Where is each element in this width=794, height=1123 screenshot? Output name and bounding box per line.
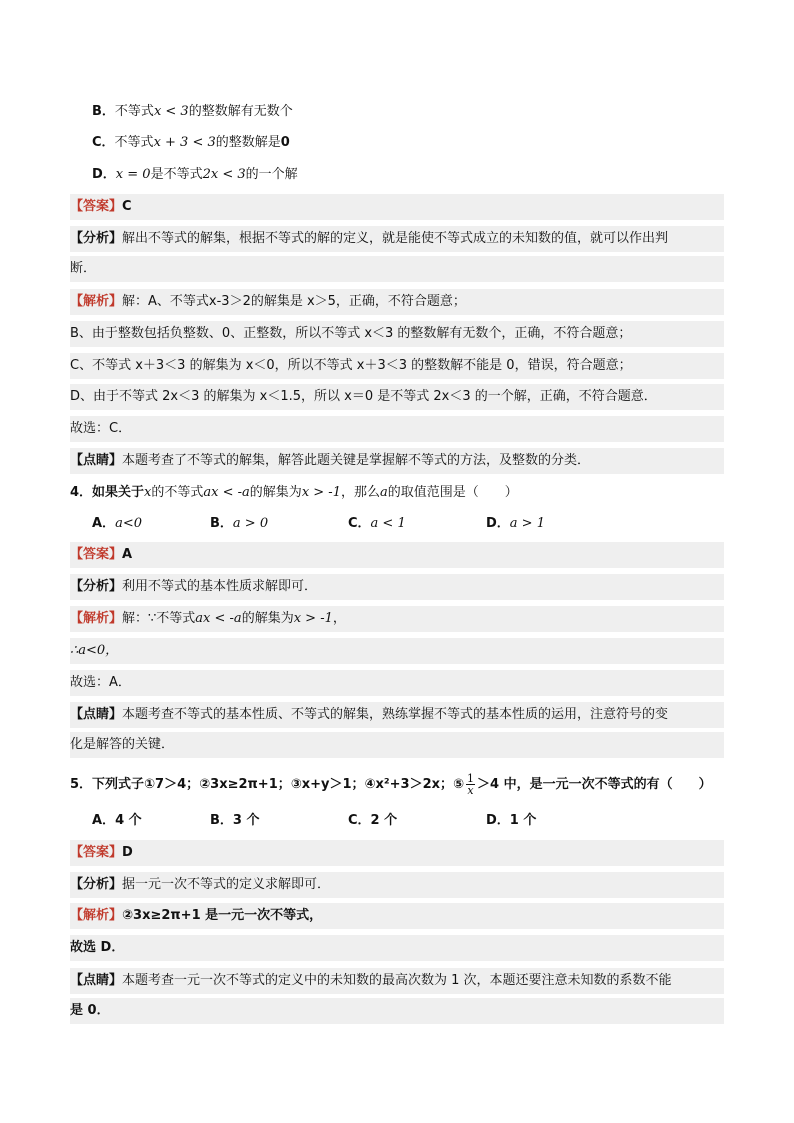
q5-option-c[interactable]: C．2 个 xyxy=(348,813,398,828)
q4-answer: 【答案】A xyxy=(70,542,724,568)
q4-option-c[interactable]: C．a < 1 xyxy=(348,516,406,531)
q3-solution-line2: B、由于整数包括负整数、0、正整数，所以不等式 x＜3 的整数解有无数个，正确，不符合题意； xyxy=(70,321,724,347)
q5-option-b[interactable]: B．3 个 xyxy=(210,813,260,828)
q5-comment-line2: 是 0． xyxy=(70,998,724,1024)
q4-options xyxy=(92,511,724,537)
q4-option-b[interactable]: B．a > 0 xyxy=(210,516,269,531)
fraction-1-over-x: $\frac{1}{x}$ xyxy=(467,772,475,797)
q5-options xyxy=(92,808,724,834)
q4-solution-line2: ∴a<0， xyxy=(70,638,724,664)
q4-option-a[interactable]: A．a<0 xyxy=(92,516,142,531)
q3-option-d: D．x = 0是不等式2x < 3的一个解 xyxy=(92,167,298,182)
q3-answer: 【答案】C xyxy=(70,194,724,220)
q4-stem: 4．如果关于x的不等式ax < -a的解集为x > -1，那么a的取值范围是（ ） xyxy=(70,485,518,500)
q4-comment-line2: 化是解答的关键． xyxy=(70,732,724,758)
q5-analysis: 【分析】据一元一次不等式的定义求解即可． xyxy=(70,872,724,898)
q5-stem: 5．下列式子①7＞4；②3x≥2π+1；③x+y＞1；④x²+3＞2x；⑤ $\frac{1}{x}$ ＞4 中，是一元一次不等式的有（ ） xyxy=(70,772,712,797)
q3-analysis-line1: 【分析】解出不等式的解集，根据不等式的解的定义，就是能使不等式成立的未知数的值，就可以作出判 xyxy=(70,226,724,252)
q5-solution-line1: 【解析】②3x≥2π+1 是一元一次不等式， xyxy=(70,903,724,929)
q3-analysis-line2: 断． xyxy=(70,256,724,282)
q3-solution-line3: C、不等式 x＋3＜3 的解集为 x＜0，所以不等式 x＋3＜3 的整数解不能是 0，错误，符合题意； xyxy=(70,353,724,379)
q5-option-a[interactable]: A．4 个 xyxy=(92,813,142,828)
q4-solution-line1: 【解析】解：∵不等式ax < -a的解集为x > -1， xyxy=(70,606,724,632)
q5-comment-line1: 【点睛】本题考查一元一次不等式的定义中的未知数的最高次数为 1 次，本题还要注意未知数的系数不能 xyxy=(70,968,724,994)
q5-option-d[interactable]: D．1 个 xyxy=(486,813,537,828)
q3-solution-line4: D、由于不等式 2x＜3 的解集为 x＜1.5，所以 x＝0 是不等式 2x＜3 的一个解，正确，不符合题意． xyxy=(70,384,724,410)
q4-analysis: 【分析】利用不等式的基本性质求解即可． xyxy=(70,574,724,600)
q4-solution-line3: 故选：A． xyxy=(70,670,724,696)
q3-solution-line5: 故选：C． xyxy=(70,416,724,442)
q3-option-b: B．不等式x < 3的整数解有无数个 xyxy=(92,104,293,119)
q3-option-c: C．不等式x + 3 < 3的整数解是0 xyxy=(92,135,290,150)
q3-solution-line1: 【解析】解：A、不等式x-3＞2的解集是 x＞5，正确，不符合题意； xyxy=(70,289,724,315)
q4-option-d[interactable]: D．a > 1 xyxy=(486,516,545,531)
q4-comment-line1: 【点睛】本题考查不等式的基本性质、不等式的解集，熟练掌握不等式的基本性质的运用，注意符号的变 xyxy=(70,702,724,728)
q3-comment: 【点睛】本题考查了不等式的解集，解答此题关键是掌握解不等式的方法，及整数的分类． xyxy=(70,448,724,474)
q5-answer: 【答案】D xyxy=(70,840,724,866)
q5-solution-line2: 故选 D． xyxy=(70,935,724,961)
